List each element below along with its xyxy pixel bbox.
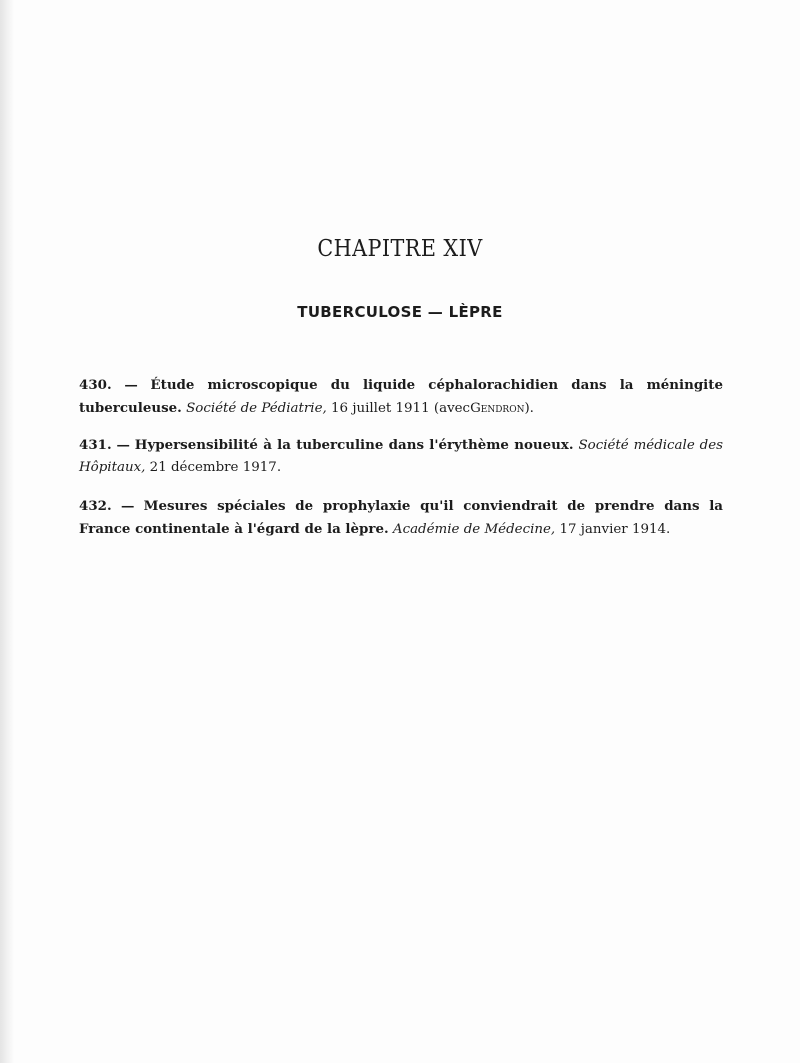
entry-dash: — <box>116 437 130 453</box>
bibliography-entry-430 <box>79 374 723 420</box>
entry-coauthor-prefix: (avec <box>433 401 471 416</box>
entry-title: Étude microscopique du liquide céphalorachidien dans la méningite tuberculeuse. <box>79 377 723 416</box>
entry-dash: — <box>120 498 135 514</box>
entry-date: 17 janvier 1914. <box>559 522 671 537</box>
scan-edge-shadow <box>0 0 14 1063</box>
bibliography-entry-432 <box>79 495 723 541</box>
entry-title: Mesures spéciales de prophylaxie qu'il conviendrait de prendre dans la France continentale à l'égard de la lèpre. <box>79 498 723 537</box>
entry-number: 430. <box>79 377 112 393</box>
entry-date: 21 décembre 1917. <box>149 460 282 475</box>
bibliography-entry-431 <box>79 434 723 479</box>
entry-coauthor-suffix: ). <box>524 401 534 416</box>
entry-date: 16 juillet 1911 <box>331 401 430 416</box>
entry-source: Société de Pédiatrie, <box>186 401 327 416</box>
entry-number: 431. <box>79 437 112 453</box>
section-title: TUBERCULOSE — LÈPRE <box>297 303 503 321</box>
chapter-title: CHAPITRE XIV <box>317 236 483 262</box>
entry-title: Hypersensibilité à la tuberculine dans l'érythème noueux. <box>134 437 574 453</box>
entry-coauthor: Gendron <box>470 401 525 416</box>
entry-source: Société médicale des Hôpitaux, <box>79 438 724 475</box>
entry-number: 432. <box>79 498 112 514</box>
entry-dash: — <box>124 377 138 393</box>
entry-source: Académie de Médecine, <box>392 522 556 537</box>
